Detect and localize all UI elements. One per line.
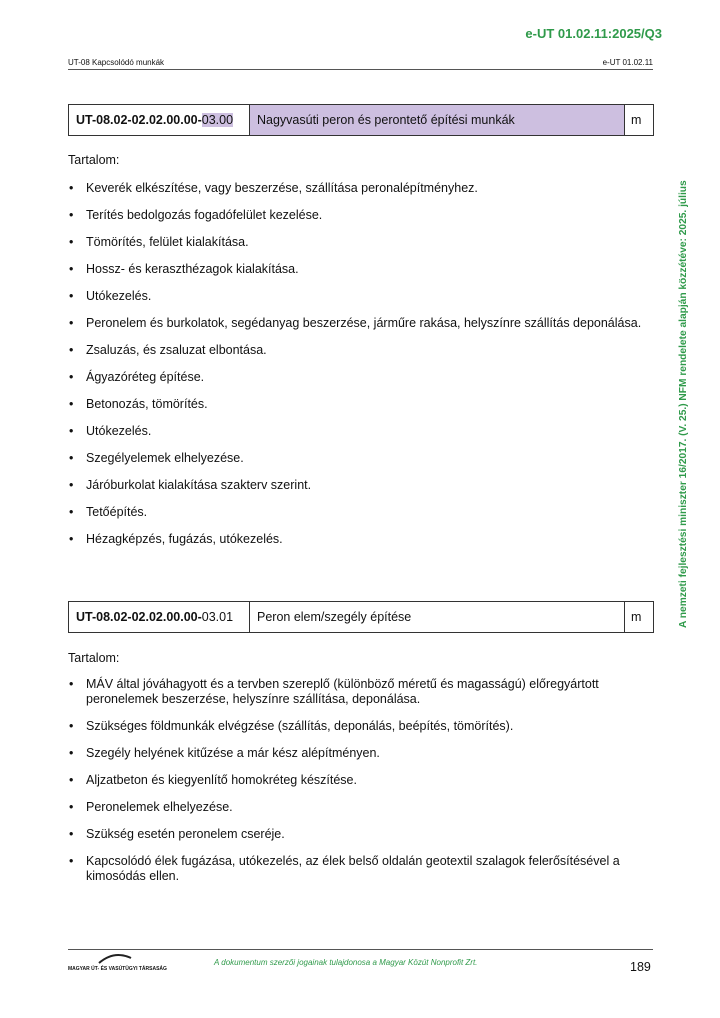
side-publication-note: [676, 98, 696, 628]
item-unit: m: [631, 113, 642, 127]
running-header: [68, 58, 653, 70]
item-code-prefix: UT-08.02-02.02.00.00-: [76, 610, 202, 624]
content-list: [68, 677, 653, 896]
list-item: • Tömörítés, felület kialakítása.: [68, 235, 653, 250]
list-item: • Szegély helyének kitűzése a már kész alépítményen.: [68, 746, 653, 761]
list-item: • Szükséges földmunkák elvégzése (szállítás, deponálás, beépítés, tömörítés).: [68, 719, 653, 734]
list-item: • Keverék elkészítése, vagy beszerzése, szállítása peronalépítményhez.: [68, 181, 653, 196]
list-item: • Zsaluzás, és zsaluzat elbontása.: [68, 343, 653, 358]
list-item: • Aljzatbeton és kiegyenlítő homokréteg készítése.: [68, 773, 653, 788]
side-note-text: A nemzeti fejlesztési miniszter 16/2017. (V. 25.) NFM rendelete alapján közzétéve: 2025. július: [678, 180, 689, 628]
item-code-prefix: UT-08.02-02.02.00.00-: [76, 113, 202, 127]
page-number: 189: [630, 960, 651, 974]
content-label: Tartalom:: [68, 651, 120, 665]
list-item: • Peronelemek elhelyezése.: [68, 800, 653, 815]
company-logo: [68, 952, 167, 972]
item-title: Nagyvasúti peron és perontető építési munkák: [250, 105, 625, 135]
footer-divider: [68, 949, 653, 950]
item-code: [69, 105, 250, 135]
item-code: [69, 602, 250, 632]
header-doc-ref: e-UT 01.02.11: [602, 58, 653, 67]
list-item: • Járóburkolat kialakítása szakterv szerint.: [68, 478, 653, 493]
list-item: • Utókezelés.: [68, 289, 653, 304]
list-item: • Peronelem és burkolatok, segédanyag beszerzése, járműre rakása, helyszínre szállítás deponálása.: [68, 316, 653, 331]
list-item: • Ágyazóréteg építése.: [68, 370, 653, 385]
item-table-2: [68, 601, 654, 633]
list-item: • Kapcsolódó élek fugázása, utókezelés, az élek belső oldalán geotextil szalagok felerősítésével a kimosódás ellen.: [68, 854, 653, 884]
header-section-title: UT-08 Kapcsolódó munkák: [68, 58, 165, 67]
list-item: • MÁV által jóváhagyott és a tervben szereplő (különböző méretű és magasságú) előregyártott peronelemek beszerzése, helyszínre szállítása, deponálása.: [68, 677, 653, 707]
item-code-suffix: 03.00: [201, 113, 234, 127]
item-unit: m: [631, 610, 642, 624]
item-code-suffix: 03.01: [201, 610, 234, 624]
item-table-1: [68, 104, 654, 136]
item-title: Peron elem/szegély építése: [250, 602, 625, 632]
content-label: Tartalom:: [68, 153, 120, 167]
list-item: • Szegélyelemek elhelyezése.: [68, 451, 653, 466]
list-item: • Szükség esetén peronelem cseréje.: [68, 827, 653, 842]
copyright-notice: A dokumentum szerzői jogainak tulajdonosa a Magyar Közút Nonprofit Zrt.: [214, 958, 478, 967]
list-item: • Hézagképzés, fugázás, utókezelés.: [68, 532, 653, 547]
logo-text: MAGYAR ÚT- ÉS VASÚTÜGYI TÁRSASÁG: [68, 966, 167, 972]
logo-swoosh-icon: [98, 952, 132, 964]
list-item: • Tetőépítés.: [68, 505, 653, 520]
list-item: • Terítés bedolgozás fogadófelület kezelése.: [68, 208, 653, 223]
list-item: • Utókezelés.: [68, 424, 653, 439]
list-item: • Betonozás, tömörítés.: [68, 397, 653, 412]
document-code: e-UT 01.02.11:2025/Q3: [525, 26, 662, 41]
list-item: • Hossz- és keraszthézagok kialakítása.: [68, 262, 653, 277]
content-list: [68, 181, 653, 559]
